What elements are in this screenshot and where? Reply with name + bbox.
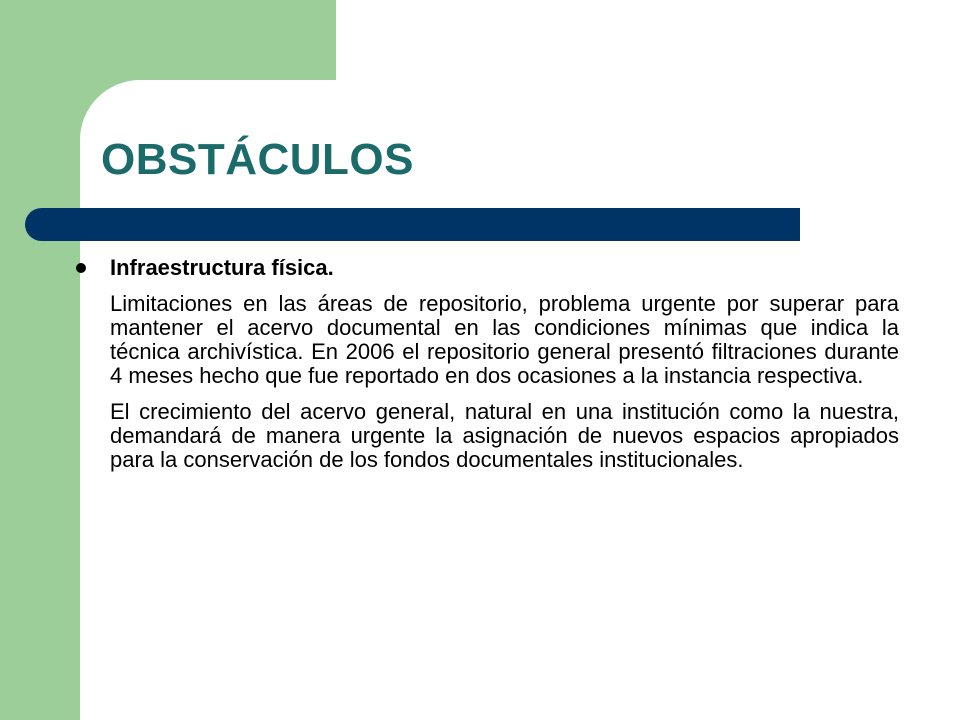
slide-title: OBSTÁCULOS xyxy=(101,135,414,184)
title-underline-bar xyxy=(25,208,800,241)
bullet-heading-text: Infraestructura física. xyxy=(110,255,334,280)
bullet-dot-icon xyxy=(76,263,86,273)
bullet-item xyxy=(110,254,899,282)
body-paragraph-1: Limitaciones en las áreas de repositorio, problema urgente por superar para mantener el acervo documental en las condiciones mínimas que indica la técnica archivística. En 2006 el repositorio general presentó filtraciones durante 4 meses hecho que fue reportado en dos ocasiones a la instancia respectiva. xyxy=(110,291,899,388)
slide-body xyxy=(110,254,899,484)
body-paragraph-2: El crecimiento del acervo general, natural en una institución como la nuestra, demandará de manera urgente la asignación de nuevos espacios apropiados para la conservación de los fondos documentales institucionales. xyxy=(110,399,899,472)
